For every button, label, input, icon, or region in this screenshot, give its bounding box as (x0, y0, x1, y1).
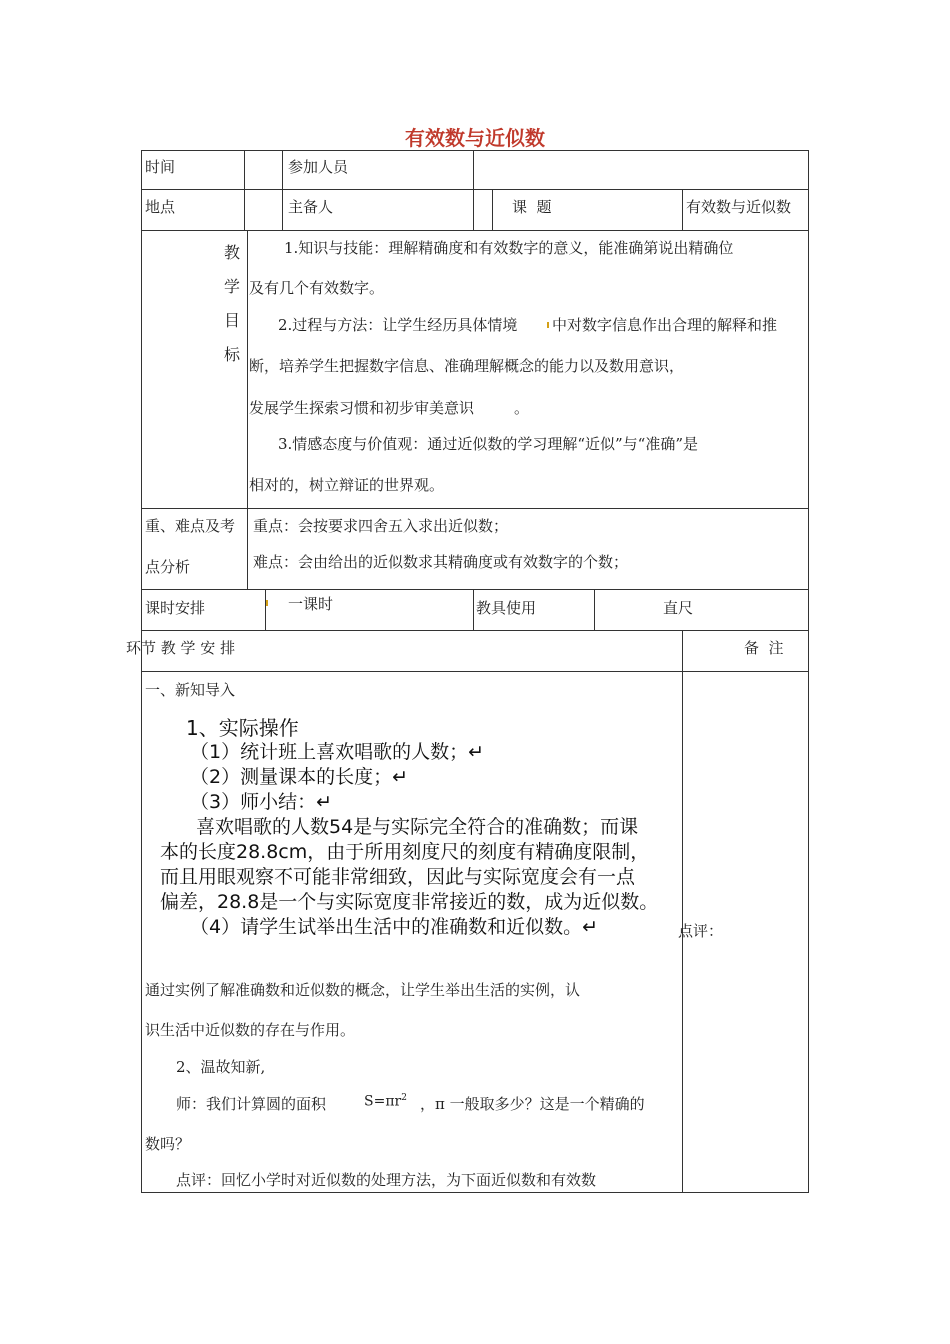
image-line: （2）测量课本的长度；↵ (190, 766, 409, 788)
goal-process-period: 。 (514, 399, 530, 417)
notes-header: 备 注 (744, 639, 784, 657)
image-line: （4）请学生试举出生活中的准确数和近似数。↵ (190, 916, 599, 938)
goals-side-char: 教 (223, 243, 240, 262)
process-label: 环节 教 学 安 排 (126, 639, 236, 657)
image-heading: 1、实际操作 (186, 716, 299, 740)
goals-side-char: 学 (223, 277, 240, 296)
goals-side-char: 标 (223, 345, 240, 364)
goal-process-line2: 断，培养学生把握数字信息、准确理解概念的能力以及数用意识， (249, 357, 685, 375)
topic-value: 有效数与近似数 (686, 198, 792, 216)
note-comment: 点评： (678, 922, 724, 940)
goal-process-line3: 发展学生探索习惯和初步审美意识 (249, 399, 475, 417)
keypoints-label-1: 重、难点及考 (145, 517, 236, 535)
tools-label: 教具使用 (476, 599, 537, 617)
participants-label: 参加人员 (288, 158, 349, 176)
image-line: 偏差，28.8是一个与实际宽度非常接近的数，成为近似数。 (160, 891, 659, 913)
paragraph: 数吗？ (145, 1135, 191, 1153)
section-new-knowledge: 一、新知导入 (145, 681, 236, 699)
image-line: 喜欢唱歌的人数54是与实际完全符合的准确数；而课 (196, 816, 639, 838)
keypoints-label-2: 点分析 (145, 558, 191, 576)
goals-side-char: 目 (223, 311, 240, 330)
topic-label: 课 题 (512, 198, 552, 216)
image-line: 而且用眼观察不可能非常细致，因此与实际宽度会有一点 (160, 866, 636, 888)
paragraph: 点评：回忆小学时对近似数的处理方法，为下面近似数和有效数 (176, 1171, 597, 1189)
goal-attitude: 3.情感态度与价值观：通过近似数的学习理解“近似”与“准确”是 (278, 435, 698, 453)
paragraph: 师：我们计算圆的面积 (176, 1095, 327, 1113)
paragraph: 通过实例了解准确数和近似数的概念，让学生举出生活的实例，认 (145, 981, 581, 999)
section-review: 2、温故知新, (176, 1058, 266, 1076)
formula-text: S=πr (364, 1093, 402, 1110)
time-label: 时间 (145, 158, 176, 176)
image-line: （3）师小结：↵ (190, 791, 333, 813)
goal-attitude-cont: 相对的，树立辩证的世界观。 (249, 476, 445, 494)
highlight-mark (547, 322, 549, 328)
location-label: 地点 (145, 198, 176, 216)
goal-knowledge-cont: 及有几个有效数字。 (249, 279, 385, 297)
image-line: （1）统计班上喜欢唱歌的人数；↵ (190, 741, 485, 763)
key-point: 重点：会按要求四舍五入求出近似数； (253, 517, 509, 535)
goal-knowledge: 1.知识与技能：理解精确度和有效数字的意义，能准确第说出精确位 (284, 239, 734, 257)
formula-exponent: 2 (401, 1093, 407, 1103)
difficult-point: 难点：会由给出的近似数求其精确度或有效数字的个数； (253, 553, 629, 571)
document-title: 有效数与近似数 (405, 126, 545, 150)
preparer-label: 主备人 (288, 198, 334, 216)
goal-process-cont: 中对数字信息作出合理的解释和推 (552, 316, 778, 334)
paragraph: 识生活中近似数的存在与作用。 (145, 1021, 356, 1039)
paragraph: ，π 一般取多少？这是一个精确的 (420, 1095, 645, 1113)
tools-value: 直尺 (663, 599, 694, 617)
image-line: 本的长度28.8cm，由于所用刻度尺的刻度有精确度限制， (160, 841, 650, 863)
schedule-value: 一课时 (288, 595, 334, 613)
schedule-label: 课时安排 (145, 599, 206, 617)
goal-process: 2.过程与方法：让学生经历具体情境 (278, 316, 518, 334)
formula (364, 1093, 407, 1110)
highlight-mark (266, 600, 268, 606)
